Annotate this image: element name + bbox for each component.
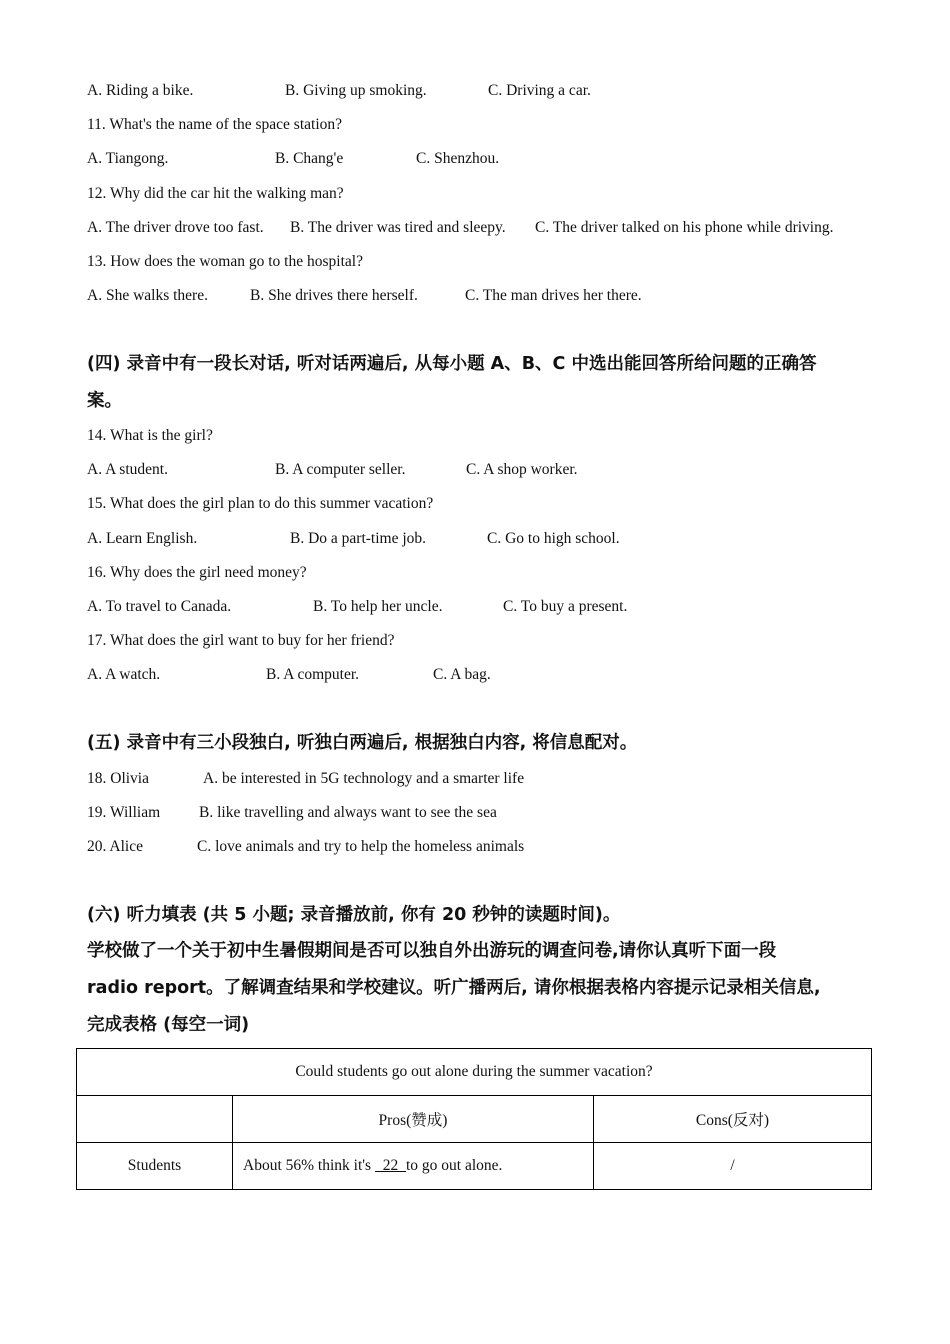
q14-option-c: C. A shop worker. [466,461,578,478]
section4-heading-line1: (四) 录音中有一段长对话, 听对话两遍后, 从每小题 A、B、C 中选出能回答所给问题的正确答 [87,354,817,374]
matching-name: 19. William [87,804,161,821]
q14-question: 14. What is the girl? [87,427,213,444]
matching-info: A. be interested in 5G technology and a smarter life [203,770,525,787]
q14-option-b: B. A computer seller. [275,461,406,478]
cons-cell: / [594,1143,872,1190]
matching-name: 18. Olivia [87,770,149,787]
matching-info: B. like travelling and always want to see the sea [199,804,497,821]
table-header-row [77,1096,872,1143]
blank-22[interactable]: 22 [374,1157,406,1174]
q10-option-a: A. Riding a bike. [87,82,194,99]
q13-question: 13. How does the woman go to the hospital? [87,253,363,270]
table-empty-cell [77,1096,233,1143]
q11-option-c: C. Shenzhou. [416,150,500,167]
q11-option-a: A. Tiangong. [87,150,169,167]
cons-header: Cons(反对) [594,1096,872,1143]
q16-option-a: A. To travel to Canada. [87,598,232,615]
pros-text-after: to go out alone. [405,1157,503,1174]
q11-question: 11. What's the name of the space station? [87,116,343,133]
matching-name: 20. Alice [87,838,143,855]
q17-option-c: C. A bag. [433,666,491,683]
survey-table [76,1048,872,1190]
row-label: Students [77,1143,233,1190]
pros-cell [233,1143,594,1190]
section5-heading: (五) 录音中有三小段独白, 听独白两遍后, 根据独白内容, 将信息配对。 [87,733,638,753]
section6-intro-line3: 完成表格 (每空一词) [87,1015,250,1035]
q12-option-b: B. The driver was tired and sleepy. [290,219,506,236]
q14-option-a: A. A student. [87,461,168,478]
q12-option-a: A. The driver drove too fast. [87,219,264,236]
q17-option-b: B. A computer. [266,666,359,683]
table-title-row [77,1049,872,1096]
section4-heading-line2: 案。 [87,391,122,411]
q15-question: 15. What does the girl plan to do this summer vacation? [87,495,434,512]
q15-option-c: C. Go to high school. [487,530,620,547]
q12-option-c: C. The driver talked on his phone while driving. [535,219,834,236]
matching-info: C. love animals and try to help the homeless animals [197,838,525,855]
q13-option-c: C. The man drives her there. [465,287,642,304]
q11-option-b: B. Chang'e [275,150,344,167]
q17-option-a: A. A watch. [87,666,161,683]
q15-option-a: A. Learn English. [87,530,198,547]
q16-option-c: C. To buy a present. [503,598,628,615]
table-title: Could students go out alone during the summer vacation? [77,1049,872,1096]
pros-text-before: About 56% think it's [243,1157,375,1174]
table-row [77,1143,872,1190]
q10-option-c: C. Driving a car. [488,82,591,99]
q16-option-b: B. To help her uncle. [313,598,443,615]
q13-option-a: A. She walks there. [87,287,208,304]
q10-option-b: B. Giving up smoking. [285,82,427,99]
section6-heading: (六) 听力填表 (共 5 小题; 录音播放前, 你有 20 秒钟的读题时间)。 [87,905,621,925]
q12-question: 12. Why did the car hit the walking man? [87,185,344,202]
q15-option-b: B. Do a part-time job. [290,530,427,547]
q13-option-b: B. She drives there herself. [250,287,418,304]
q17-question: 17. What does the girl want to buy for her friend? [87,632,395,649]
pros-header: Pros(赞成) [233,1096,594,1143]
q16-question: 16. Why does the girl need money? [87,564,307,581]
section6-intro-line2: radio report。了解调查结果和学校建议。听广播两后, 请你根据表格内容提示记录相关信息, [87,978,821,998]
section6-intro-line1: 学校做了一个关于初中生暑假期间是否可以独自外出游玩的调查问卷,请你认真听下面一段 [87,941,777,961]
